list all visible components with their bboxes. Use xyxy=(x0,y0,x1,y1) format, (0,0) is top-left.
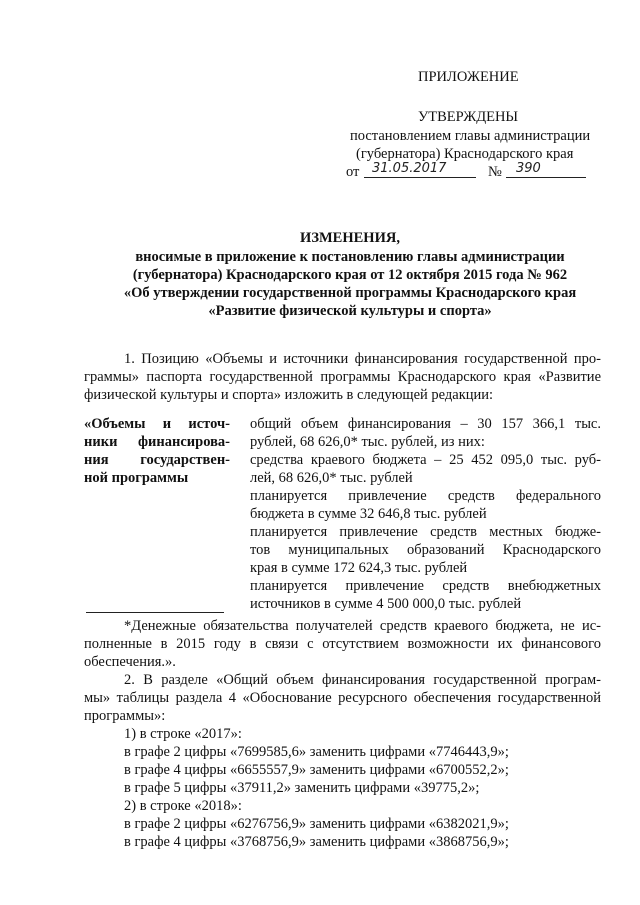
list-item: в графе 2 цифры «6276756,9» заменить цифрами «6382021,9»; xyxy=(124,816,509,832)
table-right-line: общий объем финансирования – 30 157 366,1 тыс. xyxy=(250,416,601,432)
table-left-line-1: «Объемы и источ- xyxy=(84,416,230,432)
para2-line-1: 2. В разделе «Общий объем финансирования государственной програм- xyxy=(124,672,601,688)
footnote-line-3: обеспечения.». xyxy=(84,654,176,670)
list-item: в графе 4 цифры «3768756,9» заменить цифрами «3868756,9»; xyxy=(124,834,509,850)
table-right-line: источников в сумме 4 500 000,0 тыс. рублей xyxy=(250,596,522,612)
footnote-line-1: *Денежные обязательства получателей средств краевого бюджета, не ис- xyxy=(124,618,601,634)
table-right-line: рублей, 68 626,0* тыс. рублей, из них: xyxy=(250,434,485,450)
signed-number: 390 xyxy=(516,161,541,176)
title-line-3: «Об утверждении государственной программы Краснодарского края xyxy=(123,285,577,301)
table-right-line: планируется привлечение средств федерального xyxy=(250,488,601,504)
list-item: в графе 4 цифры «6655557,9» заменить цифрами «6700552,2»; xyxy=(124,762,509,778)
para2-line-3: программы»: xyxy=(84,708,166,724)
list-item: в графе 5 цифры «37911,2» заменить цифрами «39775,2»; xyxy=(124,780,480,796)
para1-line-2: граммы» паспорта государственной программы Краснодарского края «Развитие xyxy=(84,369,601,385)
title-line-1: вносимые в приложение к постановлению главы администрации xyxy=(135,249,565,265)
table-right-line: средства краевого бюджета – 25 452 095,0 тыс. руб- xyxy=(250,452,601,468)
approval-line-2: (губернатора) Краснодарского края xyxy=(356,146,574,162)
appendix-label: ПРИЛОЖЕНИЕ xyxy=(418,69,519,85)
table-right-line: лей, 68 626,0* тыс. рублей xyxy=(250,470,413,486)
table-right-line: края в сумме 172 624,3 тыс. рублей xyxy=(250,560,468,576)
footnote-rule xyxy=(86,612,224,613)
number-prefix: № xyxy=(488,164,502,180)
list-item: 2) в строке «2018»: xyxy=(124,798,242,814)
para2-line-2: мы» таблицы раздела 4 «Обоснование ресурсного обеспечения государственной xyxy=(84,690,601,706)
table-left-line-2: ники финансирова- xyxy=(84,434,230,450)
table-left-line-3: ния государствен- xyxy=(84,452,230,468)
signed-date: 31.05.2017 xyxy=(372,161,447,176)
date-prefix: от xyxy=(346,164,360,180)
approval-line-1: постановлением главы администрации xyxy=(350,128,591,144)
approved-label: УТВЕРЖДЕНЫ xyxy=(418,109,519,125)
document-heading: ИЗМЕНЕНИЯ, xyxy=(300,230,400,246)
title-line-4: «Развитие физической культуры и спорта» xyxy=(208,303,492,319)
footnote-line-2: полненные в 2015 году в связи с отсутствием возможности их финансового xyxy=(84,636,601,652)
table-right-line: бюджета в сумме 32 646,8 тыс. рублей xyxy=(250,506,487,522)
table-right-line: планируется привлечение средств местных бюдже- xyxy=(250,524,601,540)
title-line-2: (губернатора) Краснодарского края от 12 октября 2015 года № 962 xyxy=(132,267,568,283)
table-left-line-4: ной программы xyxy=(84,470,189,486)
para1-line-3: физической культуры и спорта» изложить в следующей редакции: xyxy=(84,387,494,403)
list-item: в графе 2 цифры «7699585,6» заменить цифрами «7746443,9»; xyxy=(124,744,509,760)
para1-line-1: 1. Позицию «Объемы и источники финансирования государственной про- xyxy=(124,351,601,367)
list-item: 1) в строке «2017»: xyxy=(124,726,242,742)
table-right-line: тов муниципальных образований Краснодарского xyxy=(250,542,601,558)
table-right-line: планируется привлечение средств внебюджетных xyxy=(250,578,601,594)
